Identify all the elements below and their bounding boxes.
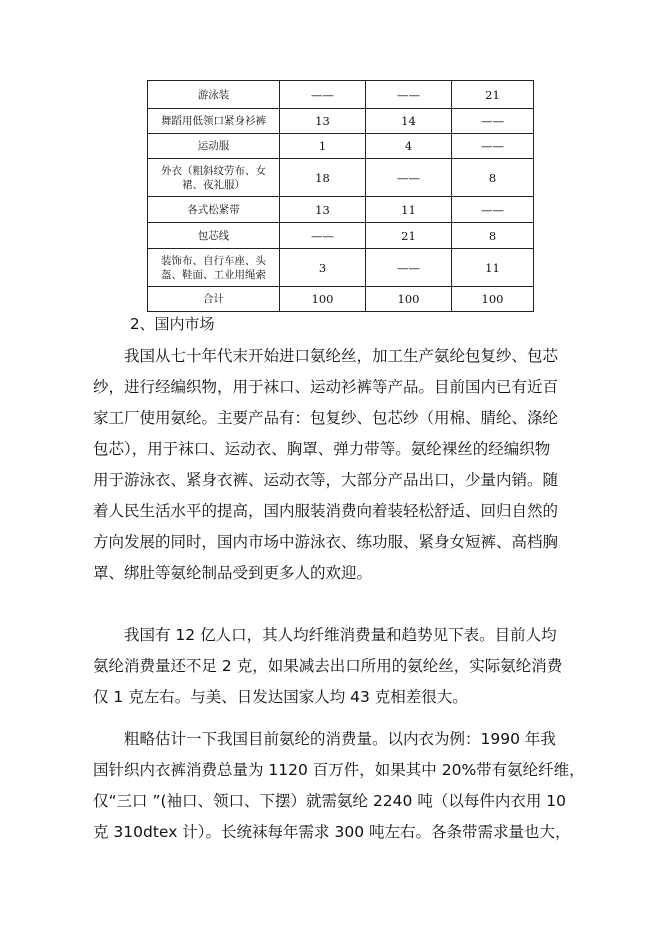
table-row [148,159,534,197]
row-label: 装饰布、自行车座、头盔、鞋面、工业用绳索 [148,249,280,287]
cell-value: 13 [280,197,366,223]
text-line: 我国有 12 亿人口，其人均纤维消费量和趋势见下表。目前人均 [93,626,557,644]
text-line: 包芯），用于袜口、运动衣、胸罩、弹力带等。氨纶裸丝的经编织物 [93,440,551,458]
table-row [148,109,534,134]
text-line: 国针织内衣裤消费总量为 1120 百万件，如果其中 20%带有氨纶纤维， [93,761,585,779]
spandex-usage-table [147,80,534,312]
cell-value: 14 [366,109,452,134]
text-line: 我国从七十年代末开始进口氨纶丝，加工生产氨纶包复纱、包芯 [93,347,559,365]
row-label: 外衣（粗斜纹劳布、女裙、夜礼服） [148,159,280,197]
cell-value: 21 [366,223,452,249]
cell-value: —— [280,81,366,109]
paragraph-domestic-market [93,341,573,589]
table-row [148,223,534,249]
row-label: 运动服 [148,134,280,159]
text-line: 方向发展的同时，国内市场中游泳衣、练功服、紧身女短裤、高档胸 [93,533,559,551]
cell-value: —— [366,249,452,287]
row-label: 舞蹈用低领口紧身衫裤 [148,109,280,134]
row-label: 合计 [148,287,280,312]
cell-value: —— [366,81,452,109]
table-row [148,134,534,159]
cell-value: 13 [280,109,366,134]
row-label: 各式松紧带 [148,197,280,223]
text-line: 粗略估计一下我国目前氨纶的消费量。以内衣为例：1990 年我 [93,730,556,748]
cell-value: 8 [452,159,534,197]
cell-value: 100 [366,287,452,312]
text-line: 仅“三口 ”(袖口、领口、下摆）就需氨纶 2240 吨（以每件内衣用 10 [93,792,566,810]
table-row [148,287,534,312]
cell-value: 18 [280,159,366,197]
section-title: 2、国内市场 [130,315,215,333]
text-line: 仅 1 克左右。与美、日发达国家人均 43 克相差很大。 [93,688,468,706]
table-row [148,197,534,223]
cell-value: —— [452,197,534,223]
cell-value: 21 [452,81,534,109]
text-line: 克 310dtex 计）。长统袜每年需求 300 吨左右。各条带需求量也大， [93,823,571,841]
cell-value: 100 [280,287,366,312]
text-line: 纱，进行经编织物，用于袜口、运动衫裤等产品。目前国内已有近百 [93,378,559,396]
paragraph-per-capita [93,620,573,713]
text-line: 家工厂使用氨纶。主要产品有：包复纱、包芯纱（用棉、腈纶、涤纶 [93,409,559,427]
cell-value: 11 [452,249,534,287]
cell-value: 4 [366,134,452,159]
table-row [148,249,534,287]
text-line: 着人民生活水平的提高，国内服装消费向着装轻松舒适、回归自然的 [93,502,559,520]
cell-value: —— [452,109,534,134]
text-line: 用于游泳衣、紧身衣裤、运动衣等，大部分产品出口，少量内销。随 [93,471,559,489]
cell-value: 1 [280,134,366,159]
row-label: 包芯线 [148,223,280,249]
row-label: 游泳装 [148,81,280,109]
cell-value: 11 [366,197,452,223]
text-line: 罩、绑肚等氨纶制品受到更多人的欢迎。 [93,564,373,582]
cell-value: —— [452,134,534,159]
cell-value: 3 [280,249,366,287]
cell-value: 100 [452,287,534,312]
table-row [148,81,534,109]
paragraph-consumption-estimate [93,724,585,848]
cell-value: —— [366,159,452,197]
text-line: 氨纶消费量还不足 2 克，如果减去出口所用的氨纶丝，实际氨纶消费 [93,657,563,675]
cell-value: —— [280,223,366,249]
cell-value: 8 [452,223,534,249]
